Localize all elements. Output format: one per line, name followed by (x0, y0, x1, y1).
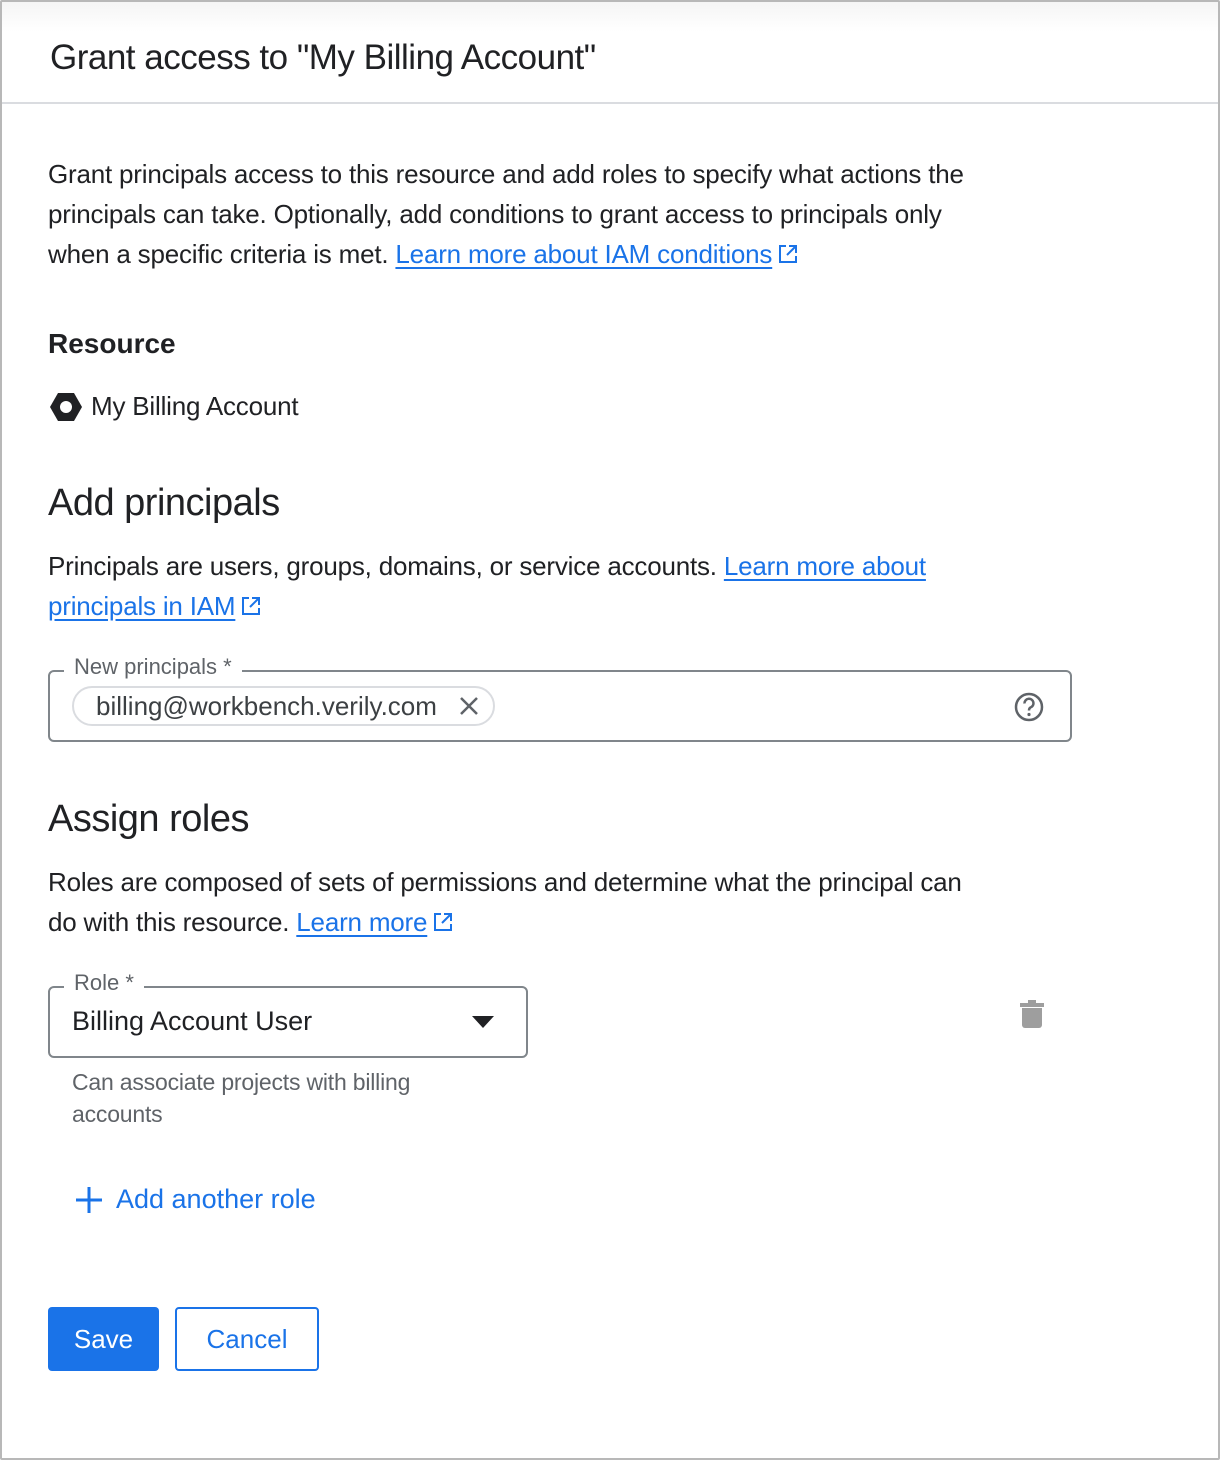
add-principals-heading: Add principals (48, 482, 280, 524)
iam-conditions-link[interactable]: Learn more about IAM conditions (395, 239, 773, 269)
intro-line-3 (48, 234, 798, 274)
role-label: Role * (64, 970, 144, 996)
roles-learn-more-link[interactable]: Learn more (296, 907, 428, 937)
external-link-icon (778, 244, 798, 264)
resource-heading: Resource (48, 328, 176, 359)
resource-name: My Billing Account (91, 391, 299, 421)
dropdown-arrow-icon (472, 1016, 494, 1028)
billing-account-icon (50, 392, 82, 422)
plus-icon (76, 1187, 102, 1213)
roles-desc: do with this resource. (48, 907, 297, 937)
add-another-role-label: Add another role (116, 1184, 316, 1214)
role-selected-value: Billing Account User (72, 1006, 313, 1036)
assign-roles-heading: Assign roles (48, 798, 249, 840)
principals-link-cont[interactable]: principals in IAM (48, 591, 236, 621)
intro-line-1: Grant principals access to this resource and add roles to specify what actions the (48, 159, 964, 189)
remove-chip-icon[interactable] (459, 696, 479, 716)
external-link-icon (241, 596, 261, 616)
new-principals-input[interactable] (48, 654, 1072, 742)
delete-role-icon[interactable] (1020, 1000, 1044, 1028)
principal-chip (72, 686, 495, 726)
external-link-icon (433, 912, 453, 932)
help-icon[interactable] (1014, 692, 1044, 722)
dialog-title: Grant access to "My Billing Account" (50, 38, 596, 77)
intro-text: when a specific criteria is met. (48, 239, 396, 269)
role-hint-line-1: Can associate projects with billing (72, 1069, 411, 1095)
principals-desc: Principals are users, groups, domains, or service accounts. (48, 551, 724, 581)
cancel-button[interactable]: Cancel (175, 1307, 319, 1371)
role-hint-line-2: accounts (72, 1101, 163, 1127)
new-principals-label: New principals * (64, 654, 242, 680)
add-another-role-button[interactable] (76, 1184, 316, 1215)
principal-chip-label: billing@workbench.verily.com (96, 690, 437, 721)
principals-desc-line-2 (48, 586, 261, 626)
role-select[interactable] (48, 970, 528, 1058)
save-button[interactable]: Save (48, 1307, 159, 1371)
intro-line-2: principals can take. Optionally, add conditions to grant access to principals only (48, 199, 942, 229)
dialog-header (2, 2, 1218, 104)
roles-desc-line-1: Roles are composed of sets of permissions and determine what the principal can (48, 867, 962, 897)
principals-desc-line-1 (48, 546, 926, 586)
roles-desc-line-2 (48, 902, 453, 942)
principals-link[interactable]: Learn more about (723, 551, 926, 581)
